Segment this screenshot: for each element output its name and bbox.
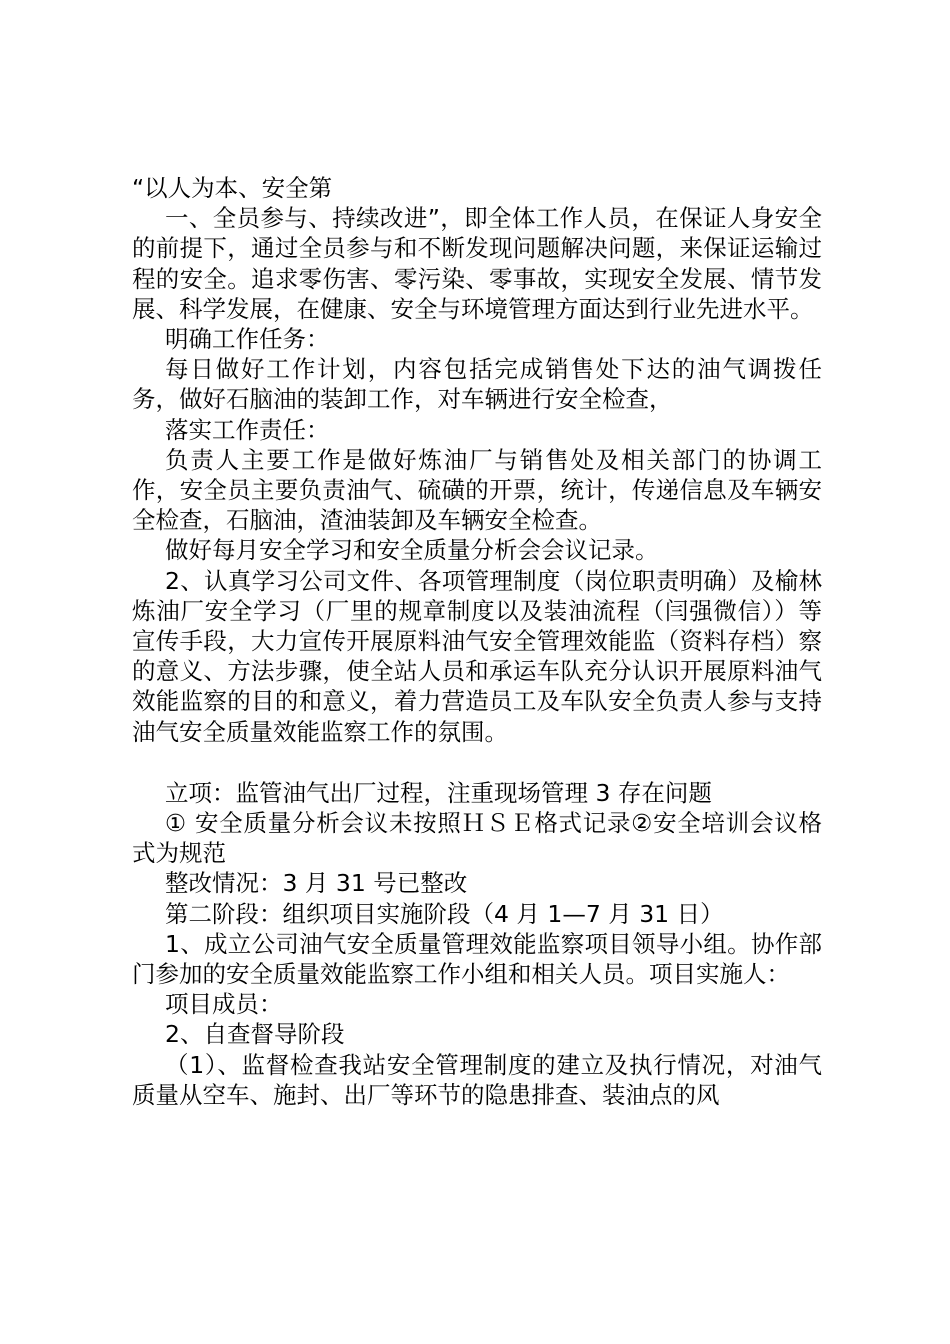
heading-phase-two: 第二阶段：组织项目实施阶段（4 月 1—7 月 31 日） xyxy=(165,899,724,928)
heading-responsibilities: 落实工作责任： xyxy=(165,415,330,444)
paragraph-opening-quote: “以人为本、安全第 xyxy=(132,174,333,202)
paragraph-inspection-detail: （1）、监督检查我站安全管理制度的建立及执行情况，对油气质量从空车、施封、出厂等环节的隐患排查、装油点的风 xyxy=(132,1050,822,1109)
paragraph-issues: ① 安全质量分析会议未按照ＨＳＥ格式记录②安全培训会议格式为规范 xyxy=(132,809,822,868)
paragraph-study-documents: 2、认真学习公司文件、各项管理制度（岗位职责明确）及榆林炼油厂安全学习（厂里的规章制度以及装油流程（闫强微信））等宣传手段，大力宣传开展原料油气安全管理效能监（资料存档）察的意义、方法步骤，使全站人员和承运车队充分认识开展原料油气效能监察的目的和意义，着力营造员工及车队安全负责人参与支持油气安全质量效能监察工作的氛围。 xyxy=(132,566,822,746)
paragraph-responsibility-detail: 负责人主要工作是做好炼油厂与销售处及相关部门的协调工作，安全员主要负责油气、硫磺的开票，统计，传递信息及车辆安全检查，石脑油，渣油装卸及车辆安全检查。 xyxy=(132,445,822,535)
paragraph-daily-plan: 每日做好工作计划，内容包括完成销售处下达的油气调拨任务，做好石脑油的装卸工作，对车辆进行安全检查， xyxy=(132,355,822,414)
paragraph-spacer xyxy=(132,747,822,778)
paragraph-monthly-study: 做好每月安全学习和安全质量分析会会议记录。 xyxy=(165,536,659,565)
paragraph-rectification: 整改情况：3 月 31 号已整改 xyxy=(165,869,468,898)
paragraph-leadership-group: 1、成立公司油气安全质量管理效能监察项目领导小组。协作部门参加的安全质量效能监察工作小组和相关人员。项目实施人： xyxy=(132,929,822,989)
paragraph-project-setup: 立项：监管油气出厂过程，注重现场管理 3 存在问题 xyxy=(165,778,712,807)
heading-self-inspection: 2、自查督导阶段 xyxy=(165,1020,345,1049)
paragraph-principle: 一、全员参与、持续改进”，即全体工作人员，在保证人身安全的前提下，通过全员参与和不断发现问题解决问题，来保证运输过程的安全。追求零伤害、零污染、零事故，实现安全发展、情节发展、科学发展，在健康、安全与环境管理方面达到行业先进水平。 xyxy=(132,204,822,323)
heading-work-tasks: 明确工作任务： xyxy=(165,325,330,354)
paragraph-project-members: 项目成员： xyxy=(165,990,283,1019)
document-page xyxy=(132,173,822,1110)
